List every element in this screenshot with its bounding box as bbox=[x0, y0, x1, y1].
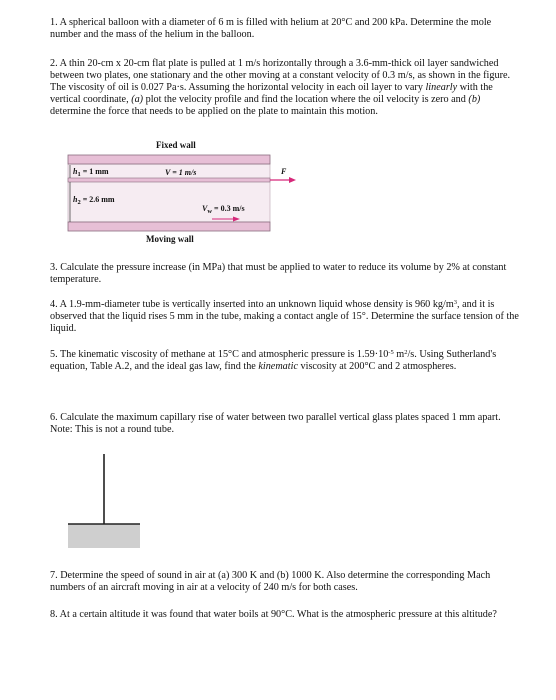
problem-1-text: 1. A spherical balloon with a diameter of 6 m is filled with helium at 20°C and 200 kPa. Determine the mole number and the mass of the helium in the balloon. bbox=[50, 17, 492, 40]
capillary-diagram bbox=[62, 452, 152, 552]
problem-4 bbox=[50, 299, 522, 335]
h2-value: = 2.6 mm bbox=[80, 195, 115, 204]
problem-2-emph-a: (a) bbox=[131, 94, 144, 105]
fixed-wall-plate bbox=[68, 155, 270, 164]
capillary-figure bbox=[62, 452, 152, 552]
force-label: F bbox=[281, 167, 287, 176]
h1-symbol: h bbox=[73, 167, 78, 176]
moving-wall-plate bbox=[68, 222, 270, 231]
problem-2-emph-b: (b) bbox=[468, 94, 481, 105]
h1-subscript: 1 bbox=[77, 171, 81, 178]
problem-5-text-b: m bbox=[393, 349, 405, 360]
problem-5-text-a: 5. The kinematic viscosity of methane at 15°C and atmospheric pressure is 1.59·10 bbox=[50, 349, 389, 360]
force-arrow-head bbox=[289, 177, 296, 183]
h2-label bbox=[73, 195, 115, 204]
moving-wall-label: Moving wall bbox=[146, 234, 194, 244]
problem-6 bbox=[50, 412, 522, 436]
problem-2-text-d: determine the force that needs to be applied on the plate to maintain this motion. bbox=[50, 106, 378, 117]
vw-subscript: w bbox=[207, 208, 213, 215]
vw-symbol: V bbox=[202, 204, 208, 213]
problem-4-sup: 3 bbox=[453, 299, 458, 306]
plates-figure bbox=[60, 138, 300, 246]
problem-6-text: 6. Calculate the maximum capillary rise of water between two parallel vertical glass plates spaced 1 mm apart. bbox=[50, 412, 501, 423]
problem-3-text: 3. Calculate the pressure increase (in MPa) that must be applied to water to reduce its volume by 2% at constant temperature. bbox=[50, 262, 507, 285]
problem-2-text-a: 2. A thin 20-cm x 20-cm flat plate is pulled at 1 m/s horizontally through a 3.6-mm-thick oil layer sandwiched between two plates, one stationary and the other moving at a constant velocity of 0.3 m/s, as shown in the figure. The viscosity of oil is 0.027 Pa·s. Assuming the horizontal velocity in each oil layer to vary bbox=[50, 58, 511, 93]
problem-2-text-b: with the vertical coordinate, bbox=[50, 82, 493, 105]
problem-5-sup-2: 2 bbox=[404, 349, 408, 356]
h1-label bbox=[73, 167, 109, 176]
problem-7 bbox=[50, 570, 522, 594]
problem-5 bbox=[50, 349, 522, 373]
problem-5-sup-1: -5 bbox=[388, 349, 394, 356]
problem-6-note: Note: This is not a round tube. bbox=[50, 424, 175, 435]
problem-7-text: 7. Determine the speed of sound in air at (a) 300 K and (b) 1000 K. Also determine the corresponding Mach numbers of an aircraft moving in air at a velocity of 240 m/s for both cases. bbox=[50, 570, 491, 593]
problem-8-text: 8. At a certain altitude it was found that water boils at 90°C. What is the atmospheric pressure at this altitude? bbox=[50, 609, 497, 620]
problem-8 bbox=[50, 609, 522, 621]
problem-2-text-c: plot the velocity profile and find the location where the oil velocity is zero and bbox=[143, 94, 469, 105]
problem-5-emph: kinematic bbox=[258, 361, 298, 372]
vw-value: = 0.3 m/s bbox=[212, 204, 245, 213]
problem-5-text-c: /s. Using Sutherland's equation, Table A.2, and the ideal gas law, find the bbox=[50, 349, 497, 372]
problem-1 bbox=[50, 17, 522, 41]
h1-value: = 1 mm bbox=[80, 167, 109, 176]
thin-plate bbox=[68, 178, 270, 182]
h2-subscript: 2 bbox=[77, 199, 81, 206]
problem-4-text-a: 4. A 1.9-mm-diameter tube is vertically inserted into an unknown liquid whose density is 960 kg/m bbox=[50, 299, 454, 310]
fixed-wall-label: Fixed wall bbox=[156, 140, 196, 150]
problem-3 bbox=[50, 262, 522, 286]
problem-5-text-d: viscosity at 200°C and 2 atmospheres. bbox=[297, 361, 457, 372]
liquid-reservoir bbox=[68, 524, 140, 548]
wall-velocity-label bbox=[202, 204, 245, 213]
plates-diagram bbox=[60, 138, 300, 246]
problem-2 bbox=[50, 58, 522, 118]
problem-2-emph-linearly: linearly bbox=[425, 82, 458, 93]
h2-symbol: h bbox=[73, 195, 78, 204]
problem-4-text-b: , and it is observed that the liquid rises 5 mm in the tube, making a contact angle of 15°. Determine the surface tension of the liquid. bbox=[50, 299, 519, 334]
velocity-label: V = 1 m/s bbox=[165, 168, 197, 177]
